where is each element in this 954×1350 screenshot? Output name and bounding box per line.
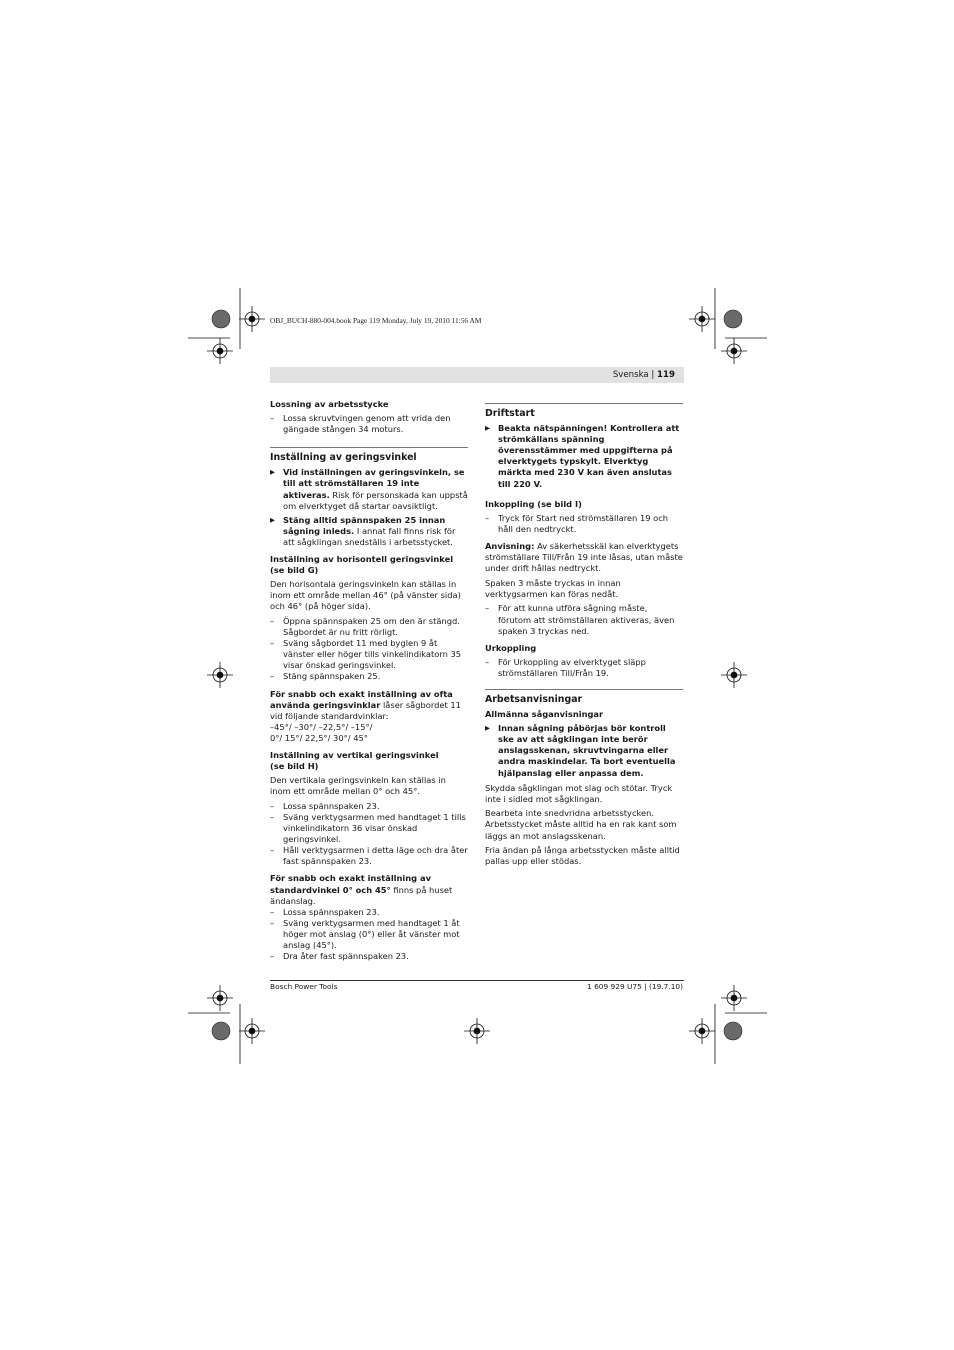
list-item: – Lossa spännspaken 23. [270,907,468,918]
list-item: – Sväng verktygsarmen med handtaget 1 tills vinkelindikatorn 36 visar önskad geringsvinkel. [270,812,468,845]
header-page-number: 119 [657,370,675,380]
paragraph: Den vertikala geringsvinkeln kan ställas in inom ett område mellan 0° och 45°. [270,775,446,797]
list-item: – För att kunna utföra sågning måste, förutom att strömställaren aktiveras, även spaken 3 tryckas ned. [485,603,683,636]
header-language: Svenska | [612,370,658,380]
warning-item: ▶ Innan sågning påbörjas bör kontroll ske av att sågklingan inte berör anslagsskenan, skruvtvingarna eller andra maskindelar. Ta bort eventuella hjälpanslag eller anpassa dem. [485,723,683,778]
heading-horizontal-mitre: Inställning av horisontell geringsvinkel (se bild G) [270,554,454,576]
list-item: – Stäng spännspaken 25. [270,671,468,682]
list-item: – Dra åter fast spännspaken 23. [270,951,468,962]
paragraph: Den horisontala geringsvinkeln kan ställas in inom ett område mellan 46° (på vänster sida) och 46° (på höger sida). [270,579,461,612]
paragraph-note: Anvisning: Av säkerhetsskäl kan elverktygets strömställare Till/Från 19 inte låsas, utan måste under drift hållas nedtryckt. [485,540,683,574]
paragraph: Bearbeta inte snedvridna arbetsstycken. Arbetsstycket måste alltid ha en rak kant som läggs an mot anslagsskenan. [485,808,677,841]
paragraph-standard-vertical: För snabb och exakt inställning av standardvinkel 0° och 45° finns på huset ändanslag. [270,873,453,906]
list-item: – För Urkoppling av elverktyget släpp strömställaren Till/Från 19. [485,657,683,679]
print-slug: OBJ_BUCH-880-004.book Page 119 Monday, July 19, 2010 11:56 AM [270,316,482,325]
left-column [270,399,468,962]
list-item: – Lossa skruvtvingen genom att vrida den gängade stången 34 moturs. [270,413,468,435]
list-item: – Sväng verktygsarmen med handtaget 1 åt höger mot anslag (0°) eller åt vänster mot anslag (45°). [270,918,468,951]
warning-item: ▶ Beakta nätspänningen! Kontrollera att strömkällans spänning överensstämmer med uppgifterna på elverktygets typskylt. Elverktyg märkta med 230 V kan även anslutas till 220 V. [485,423,683,490]
section-title-working-advice: Arbetsanvisningar [485,689,683,705]
heading-general-sawing: Allmänna såganvisningar [485,709,604,720]
warning-item: ▶ Stäng alltid spännspaken 25 innan sågning inleds. I annat fall finns risk för att sågklingan snedställs i arbetsstycket. [270,515,468,548]
list-item: – Sväng sågbordet 11 med byglen 9 åt vänster eller höger tills vinkelindikatorn 35 visar önskad geringsvinkel. [270,638,468,671]
paragraph: Spaken 3 måste tryckas in innan verktygsarmen kan föras nedåt. [485,577,621,599]
heading-switching-on: Inkoppling (se bild I) [485,498,582,509]
footer-doc-number: 1 609 929 U75 | (19.7.10) [587,982,683,991]
footer-rule [270,980,684,981]
heading-switching-off: Urkoppling [485,642,537,653]
heading-vertical-mitre: Inställning av vertikal geringsvinkel (se bild H) [270,750,439,772]
list-item: – Tryck för Start ned strömställaren 19 och håll den nedtryckt. [485,513,683,535]
right-column [485,399,683,871]
footer-brand: Bosch Power Tools [270,982,338,991]
list-item: – Öppna spännspaken 25 om den är stängd. Sågbordet är nu fritt rörligt. [270,616,468,638]
list-item: – Lossa spännspaken 23. [270,801,468,812]
paragraph: Fria ändan på långa arbetsstycken måste alltid pallas upp eller stödas. [485,845,680,867]
section-title-mitre-angle: Inställning av geringsvinkel [270,447,468,463]
list-item: – Håll verktygsarmen i detta läge och dra åter fast spännspaken 23. [270,845,468,867]
paragraph: Skydda sågklingan mot slag och stötar. Tryck inte i sidled mot sågklingan. [485,782,673,804]
paragraph-standard-angles: För snabb och exakt inställning av ofta använda geringsvinklar låser sågbordet 11 vid följande standardvinklar: –45°/ –30°/ –22,5°/ –15°/ 0°/ 15°/ 22,5°/ 30°/ 45° [270,688,461,743]
running-header [270,367,684,383]
heading-workpiece-release: Lossning av arbetsstycke [270,399,389,409]
warning-item: ▶ Vid inställningen av geringsvinkeln, se till att strömställaren 19 inte aktiveras. Risk för personskada kan uppstå om elverktyget då startar oavsiktligt. [270,467,468,511]
section-title-operation: Driftstart [485,403,683,419]
